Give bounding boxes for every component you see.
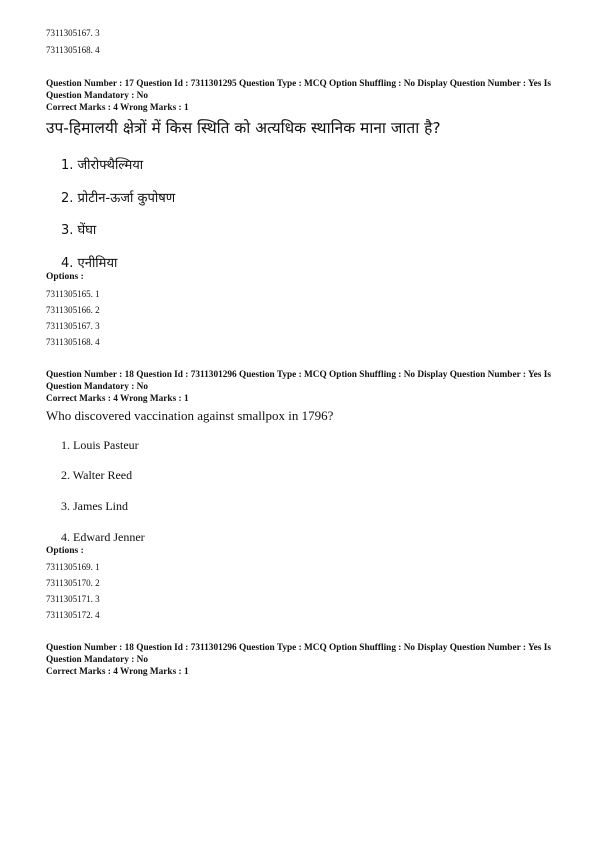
choice-item: 3. घेंघा	[61, 223, 97, 238]
options-label: Options :	[46, 272, 84, 282]
question-marks: Correct Marks : 4 Wrong Marks : 1	[46, 394, 189, 404]
question-18-header	[46, 370, 556, 393]
question-meta: Number : Yes Is Question Mandatory : No	[46, 643, 551, 665]
choice-item: 2. प्रोटीन-ऊर्जा कुपोषण	[61, 191, 176, 206]
choice-item: 1. Louis Pasteur	[61, 438, 139, 452]
option-id-line: 7311305167. 3	[46, 321, 100, 331]
question-marks: Correct Marks : 4 Wrong Marks : 1	[46, 667, 189, 677]
option-id-line: 7311305171. 3	[46, 594, 100, 604]
choice-item: 1. जीरोफ्थैल्मिया	[61, 158, 144, 173]
choice-item: 4. Edward Jenner	[61, 530, 145, 544]
option-id-line: 7311305168. 4	[46, 45, 100, 55]
question-meta: Question Number : 18 Question Id : 7311301296 Question Type : MCQ Option Shuffling : No Display Question	[46, 643, 486, 653]
question-meta: Question Number : 17 Question Id : 7311301295 Question Type : MCQ Option Shuffling : No Display Question	[46, 79, 486, 89]
question-17-text: उप-हिमालयी क्षेत्रों में किस स्थिति को अत्यधिक स्थानिक माना जाता है?	[46, 119, 441, 137]
option-id-line: 7311305167. 3	[46, 28, 100, 38]
question-meta: Question Number : 18 Question Id : 7311301296 Question Type : MCQ Option Shuffling : No Display Question	[46, 370, 486, 380]
question-meta: Number : Yes Is Question Mandatory : No	[46, 79, 551, 101]
option-id-line: 7311305172. 4	[46, 610, 100, 620]
option-id-line: 7311305169. 1	[46, 562, 100, 572]
question-meta: Number : Yes Is Question Mandatory : No	[46, 370, 551, 392]
question-marks: Correct Marks : 4 Wrong Marks : 1	[46, 103, 189, 113]
question-18-header-repeat	[46, 643, 556, 666]
question-18-text: Who discovered vaccination against smallpox in 1796?	[46, 408, 334, 423]
option-id-line: 7311305168. 4	[46, 337, 100, 347]
choice-item: 2. Walter Reed	[61, 468, 133, 482]
question-17-header	[46, 79, 556, 102]
option-id-line: 7311305166. 2	[46, 305, 100, 315]
option-id-line: 7311305170. 2	[46, 578, 100, 588]
options-label: Options :	[46, 546, 84, 556]
choice-item: 4. एनीमिया	[61, 256, 118, 271]
option-id-line: 7311305165. 1	[46, 289, 100, 299]
choice-item: 3. James Lind	[61, 499, 128, 513]
